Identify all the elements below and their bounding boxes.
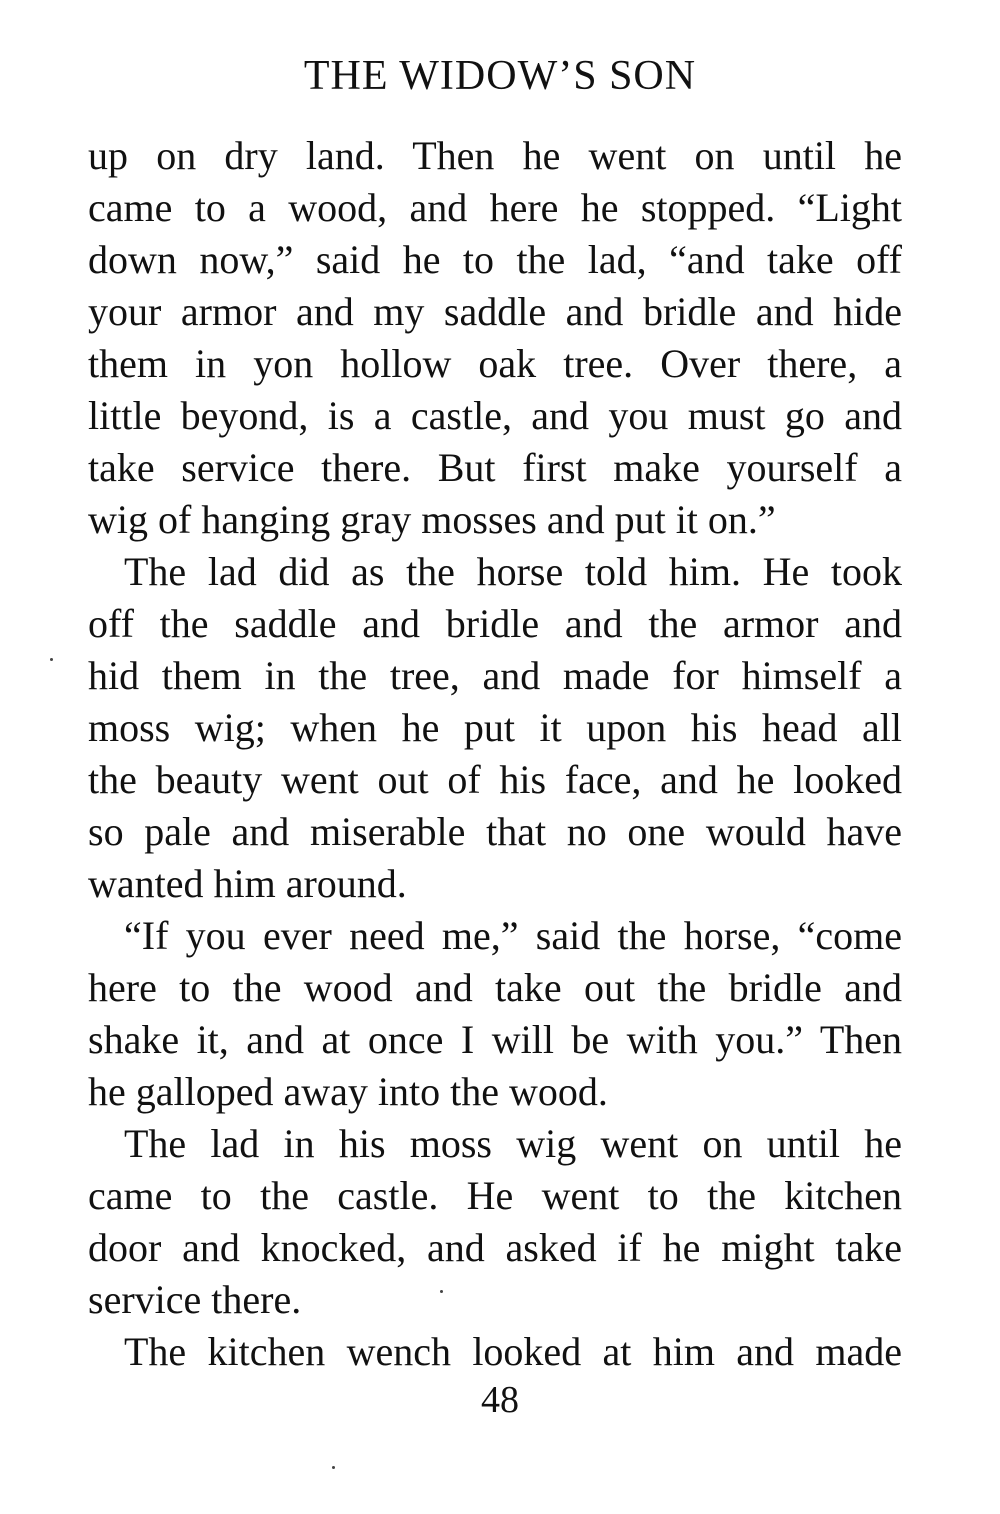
text-line: door and knocked, and asked if he might take: [88, 1225, 902, 1270]
text-line: them in yon hollow oak tree. Over there, a: [88, 341, 902, 386]
text-line: The lad in his moss wig went on until he: [124, 1121, 902, 1166]
text-line: came to a wood, and here he stopped. “Light: [88, 185, 902, 230]
text-line: here to the wood and take out the bridle and: [88, 965, 902, 1010]
text-line: up on dry land. Then he went on until he: [88, 133, 902, 178]
text-line: take service there. But first make yourself a: [88, 445, 902, 490]
text-line: hid them in the tree, and made for himself a: [88, 653, 902, 698]
text-line: little beyond, is a castle, and you must go and: [88, 393, 902, 438]
text-line: the beauty went out of his face, and he looked: [88, 757, 902, 802]
ink-speck: [440, 1290, 443, 1293]
ink-speck: [332, 1466, 335, 1469]
text-line: The kitchen wench looked at him and made: [124, 1329, 902, 1374]
text-line: The lad did as the horse told him. He took: [124, 549, 902, 594]
text-line: moss wig; when he put it upon his head all: [88, 705, 902, 750]
text-line: wig of hanging gray mosses and put it on.”: [88, 497, 776, 542]
text-line: service there.: [88, 1277, 302, 1322]
text-line: so pale and miserable that no one would have: [88, 809, 902, 854]
text-line: down now,” said he to the lad, “and take off: [88, 237, 902, 282]
text-line: off the saddle and bridle and the armor and: [88, 601, 902, 646]
body-text: [88, 130, 902, 1378]
text-line: came to the castle. He went to the kitchen: [88, 1173, 902, 1218]
ink-speck: [50, 658, 53, 661]
text-line: shake it, and at once I will be with you.” Then: [88, 1017, 902, 1062]
text-line: he galloped away into the wood.: [88, 1069, 608, 1114]
running-head: THE WIDOW’S SON: [303, 53, 697, 99]
text-line: wanted him around.: [88, 861, 407, 906]
text-line: your armor and my saddle and bridle and hide: [88, 289, 902, 334]
text-line: “If you ever need me,” said the horse, “come: [124, 913, 902, 958]
page-number: 48: [481, 1379, 519, 1421]
